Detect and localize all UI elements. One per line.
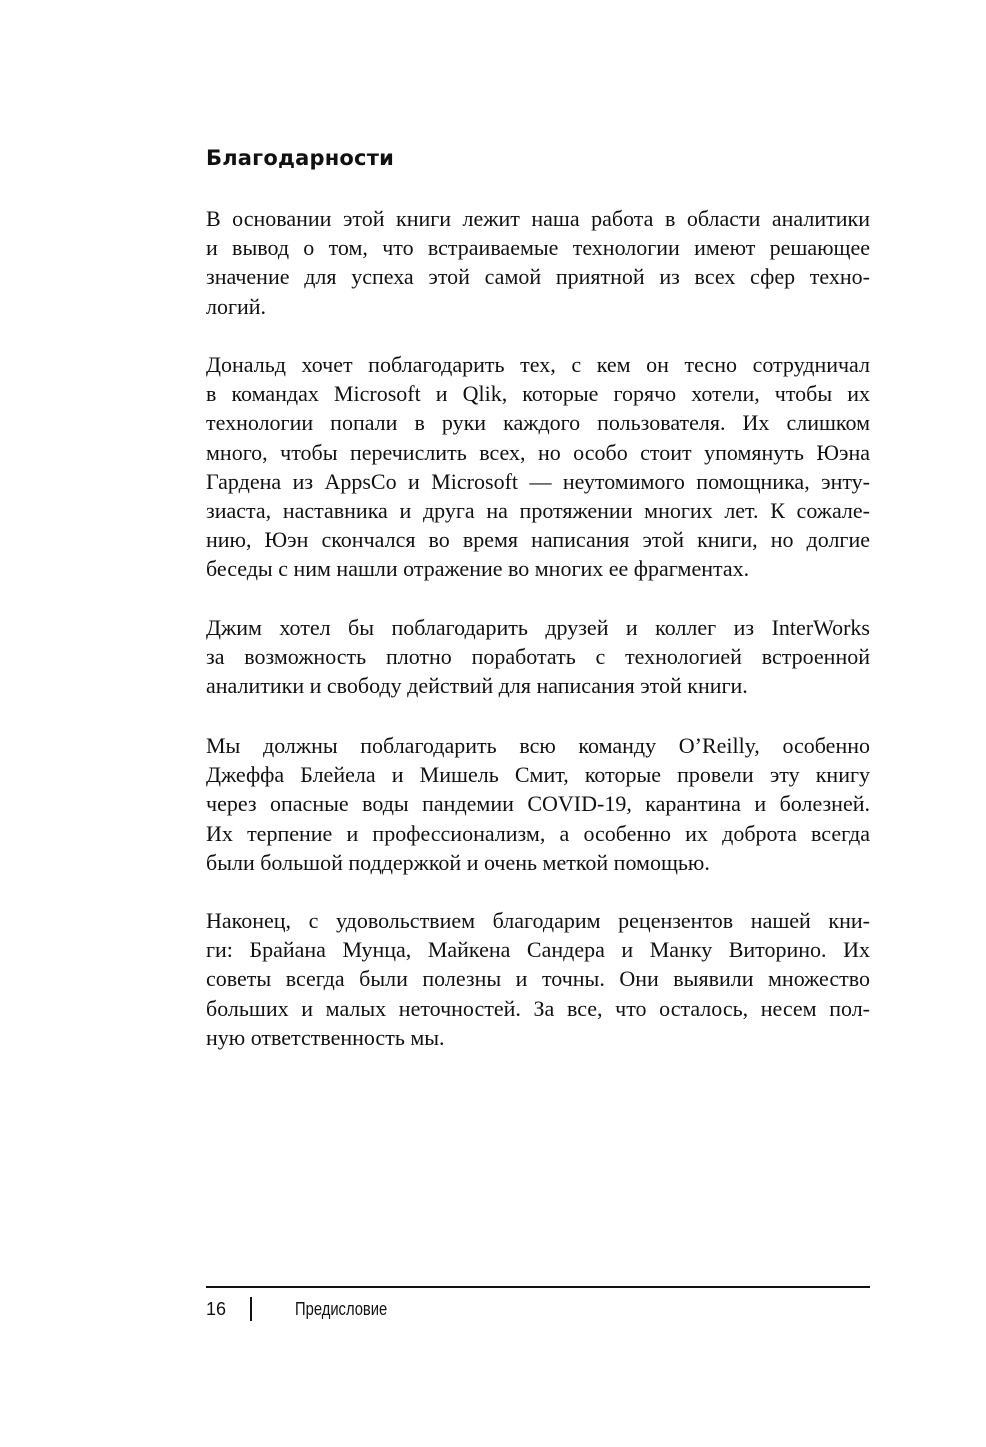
text-line: Джим хотел бы поблагодарить друзей и коллег из InterWorks <box>206 615 870 640</box>
footer-rule <box>206 1286 870 1288</box>
paragraph-intro <box>206 204 870 321</box>
text-line: аналитики и свободу действий для написания этой книги. <box>206 673 748 699</box>
footer-separator <box>250 1297 252 1321</box>
paragraph-oreilly <box>206 731 870 877</box>
text-line: беседы с ним нашли отражение во многих ее фрагментах. <box>206 556 750 582</box>
text-line: ги: Брайана Мунца, Майкена Сандера и Манку Виторино. Их <box>206 937 870 963</box>
text-line: Гардена из AppsCo и Microsoft — неутомимого помощника, энту- <box>206 468 870 494</box>
text-line: логий. <box>206 293 267 319</box>
text-line: В основании этой книги лежит наша работа в области аналитики <box>206 206 870 231</box>
text-line: и вывод о том, что встраиваемые технологии имеют решающее <box>206 235 870 261</box>
text-line: в командах Microsoft и Qlik, которые горячо хотели, чтобы их <box>206 381 870 407</box>
text-line: зиаста, наставника и друга на протяжении многих лет. К сожале- <box>206 498 870 524</box>
text-line: ную ответственность мы. <box>206 1024 445 1050</box>
text-line: технологии попали в руки каждого пользователя. Их слишком <box>206 410 870 436</box>
paragraph-donald <box>206 350 870 584</box>
text-line: были большой поддержкой и очень меткой помощью. <box>206 849 710 875</box>
text-line: советы всегда были полезны и точны. Они выявили множество <box>206 966 870 992</box>
page-number: 16 <box>206 1299 227 1319</box>
paragraph-jim <box>206 613 870 701</box>
running-footer-title: Предисловие <box>295 1299 388 1319</box>
paragraph-reviewers <box>206 906 870 1052</box>
text-line: через опасные воды пандемии COVID-19, карантина и болезней. <box>206 791 870 817</box>
text-line: значение для успеха этой самой приятной из всех сфер техно- <box>206 264 870 290</box>
text-line: больших и малых неточностей. За все, что осталось, несем пол- <box>206 995 870 1021</box>
section-heading: Благодарности <box>206 146 394 170</box>
text-line: Наконец, с удовольствием благодарим рецензентов нашей кни- <box>206 908 870 933</box>
text-line: Их терпение и профессионализм, а особенно их доброта всегда <box>206 820 870 846</box>
text-line: за возможность плотно поработать с технологией встроенной <box>206 644 870 670</box>
text-line: Мы должны поблагодарить всю команду O’Reilly, особенно <box>206 733 870 758</box>
text-line: нию, Юэн скончался во время написания этой книги, но долгие <box>206 527 870 553</box>
text-line: Дональд хочет поблагодарить тех, с кем он тесно сотрудничал <box>206 352 870 377</box>
text-line: много, чтобы перечислить всех, но особо стоит упомянуть Юэна <box>206 439 870 465</box>
text-line: Джеффа Блейела и Мишель Смит, которые провели эту книгу <box>206 762 870 788</box>
